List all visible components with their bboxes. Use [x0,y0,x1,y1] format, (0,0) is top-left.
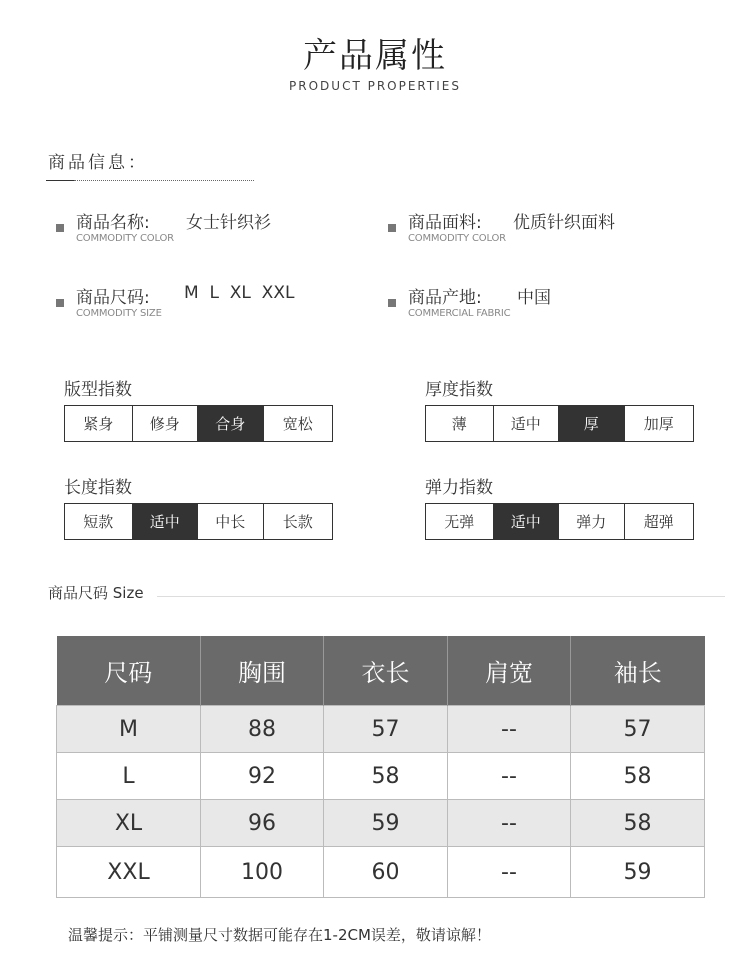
scale-option: 适中 [494,406,560,441]
table-cell: -- [448,800,571,847]
fit-index [64,375,334,445]
metric-scale [425,503,694,540]
metric-title: 长度指数 [64,478,132,498]
table-cell: 96 [201,800,324,847]
attribute-value: M L XL XXL [184,283,295,303]
scale-option: 加厚 [643,415,674,433]
column-header: 尺码 [57,636,201,706]
attribute-fabric [388,208,708,250]
square-bullet-icon [56,299,64,307]
table-row [57,753,705,800]
table-cell: 60 [324,847,448,898]
heading-underline [46,180,74,181]
table-cell: 100 [201,847,324,898]
table-row [57,800,705,847]
attribute-english-label: COMMERCIAL FABRIC [408,308,511,319]
metric-title: 弹力指数 [425,478,493,498]
table-cell: -- [448,847,571,898]
scale-option: 无弹 [426,504,494,539]
metric-scale [425,405,694,442]
square-bullet-icon [56,224,64,232]
attribute-origin [388,283,708,325]
attribute-label: 商品尺码: [76,288,150,308]
attribute-english-label: COMMODITY SIZE [76,308,162,319]
section-divider [157,596,725,597]
scale-option: 适中 [494,504,560,539]
table-cell: XL [57,800,201,847]
table-cell: 92 [201,753,324,800]
table-cell: -- [448,753,571,800]
column-header: 衣长 [324,636,448,706]
info-heading: 商品信息： [48,153,148,173]
scale-option: 薄 [426,406,494,441]
table-cell: 57 [324,706,448,753]
attribute-label: 商品面料: [408,213,482,233]
metric-title: 厚度指数 [425,380,493,400]
table-cell: 58 [571,753,705,800]
table-cell: 57 [571,706,705,753]
size-table [56,636,705,898]
attribute-label: 商品产地: [408,288,482,308]
square-bullet-icon [388,224,396,232]
page-title: 产品属性 [303,36,447,76]
page-subtitle: PRODUCT PROPERTIES [289,79,461,93]
scale-option: 长款 [282,513,313,531]
scale-option: 短款 [65,504,133,539]
table-cell: 59 [571,847,705,898]
metric-scale [64,405,333,442]
table-cell: 59 [324,800,448,847]
scale-option: 紧身 [65,406,133,441]
attribute-value: 女士针织衫 [186,213,271,233]
table-cell: 58 [571,800,705,847]
measurement-note: 温馨提示：平铺测量尺寸数据可能存在1-2CM误差，敬请谅解！ [68,926,491,944]
thickness-index [425,375,695,445]
column-header: 胸围 [201,636,324,706]
heading-dotted-divider [74,180,254,181]
column-header: 肩宽 [448,636,571,706]
attribute-value: 优质针织面料 [513,213,615,233]
size-section-heading: 商品尺码 Size [48,584,144,602]
scale-option: 弹力 [559,504,625,539]
scale-option: 超弹 [643,513,674,531]
table-cell: XXL [57,847,201,898]
table-row [57,706,705,753]
attribute-english-label: COMMODITY COLOR [408,233,506,244]
table-row [57,847,705,898]
attribute-size [56,283,356,325]
metric-title: 版型指数 [64,380,132,400]
attribute-value: 中国 [517,288,551,308]
square-bullet-icon [388,299,396,307]
table-cell: M [57,706,201,753]
table-cell: 58 [324,753,448,800]
scale-option: 宽松 [282,415,313,433]
scale-option: 中长 [198,504,264,539]
scale-option: 适中 [133,504,199,539]
table-cell: 88 [201,706,324,753]
table-cell: -- [448,706,571,753]
elasticity-index [425,473,695,543]
attribute-english-label: COMMODITY COLOR [76,233,174,244]
table-cell: L [57,753,201,800]
attribute-name [56,208,356,250]
scale-option: 修身 [133,406,199,441]
attribute-label: 商品名称: [76,213,150,233]
length-index [64,473,334,543]
metric-scale [64,503,333,540]
column-header: 袖长 [571,636,705,706]
scale-option: 合身 [198,406,264,441]
size-table-header-row [57,636,705,706]
scale-option: 厚 [559,406,625,441]
